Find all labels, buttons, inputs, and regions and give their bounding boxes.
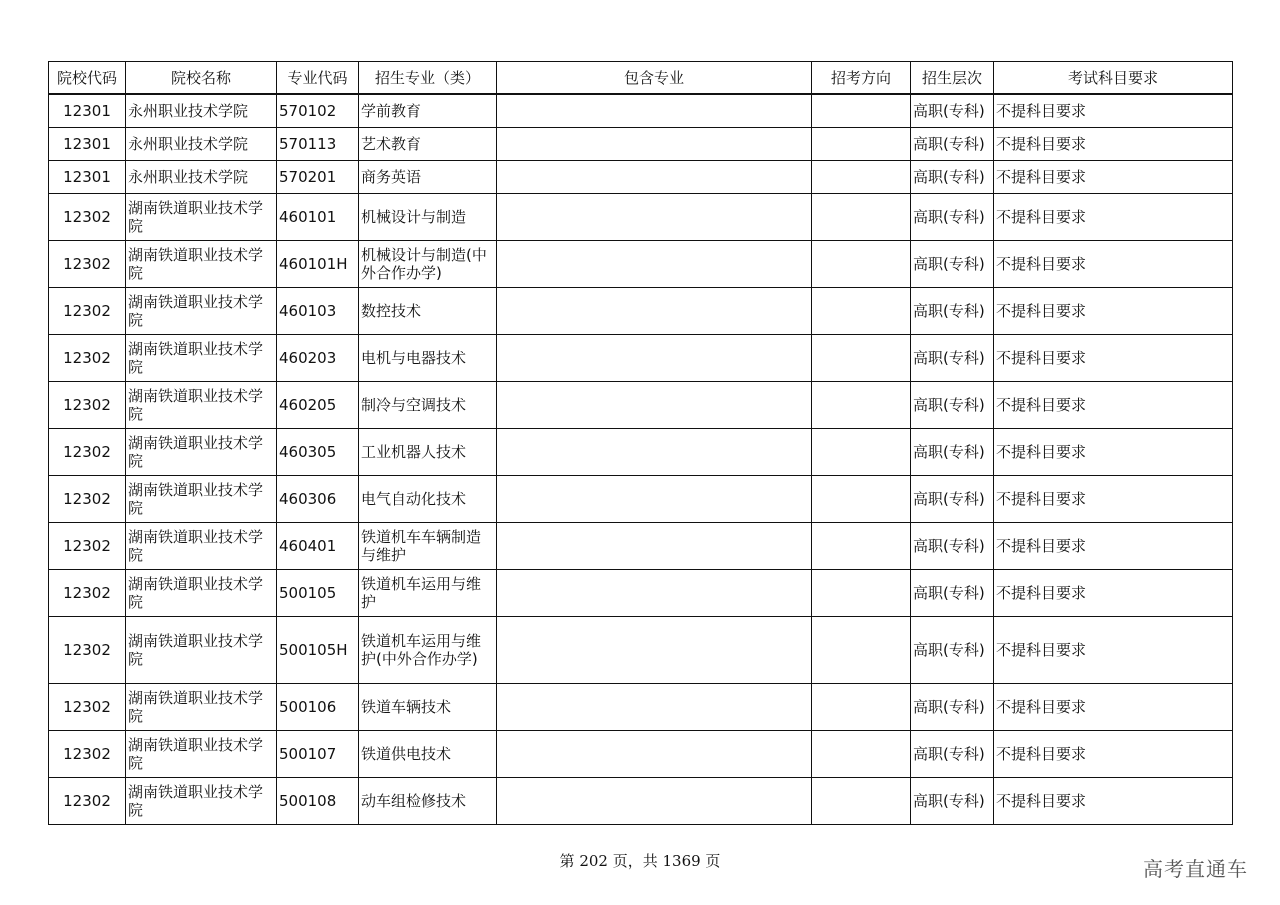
cell-direction (812, 475, 911, 522)
cell-major-code: 460101H (277, 240, 359, 287)
header-level: 招生层次 (911, 62, 994, 95)
cell-included-majors (497, 777, 812, 824)
cell-major-name: 电气自动化技术 (359, 475, 497, 522)
cell-school-name: 湖南铁道职业技术学院 (126, 777, 277, 824)
cell-direction (812, 287, 911, 334)
page-number: 第 202 页，共 1369 页 (559, 852, 721, 870)
cell-level: 高职(专科) (911, 683, 994, 730)
cell-direction (812, 160, 911, 193)
cell-level: 高职(专科) (911, 777, 994, 824)
header-major: 招生专业（类） (359, 62, 497, 95)
cell-school-code: 12302 (49, 616, 126, 683)
cell-school-name: 永州职业技术学院 (126, 127, 277, 160)
cell-subject-requirement: 不提科目要求 (994, 777, 1233, 824)
table-row (49, 240, 1233, 287)
cell-level: 高职(专科) (911, 381, 994, 428)
cell-major-code: 500105H (277, 616, 359, 683)
cell-level: 高职(专科) (911, 334, 994, 381)
cell-level: 高职(专科) (911, 475, 994, 522)
cell-major-name: 铁道供电技术 (359, 730, 497, 777)
cell-school-code: 12302 (49, 777, 126, 824)
cell-subject-requirement: 不提科目要求 (994, 193, 1233, 240)
cell-school-code: 12302 (49, 287, 126, 334)
cell-direction (812, 777, 911, 824)
table-row (49, 94, 1233, 127)
cell-school-name: 湖南铁道职业技术学院 (126, 287, 277, 334)
cell-school-code: 12301 (49, 94, 126, 127)
cell-school-code: 12302 (49, 683, 126, 730)
cell-school-name: 湖南铁道职业技术学院 (126, 683, 277, 730)
header-school-name: 院校名称 (126, 62, 277, 95)
cell-major-name: 机械设计与制造(中外合作办学) (359, 240, 497, 287)
cell-school-name: 永州职业技术学院 (126, 160, 277, 193)
cell-included-majors (497, 287, 812, 334)
cell-major-name: 铁道机车运用与维护(中外合作办学) (359, 616, 497, 683)
cell-subject-requirement: 不提科目要求 (994, 287, 1233, 334)
cell-subject-requirement: 不提科目要求 (994, 428, 1233, 475)
cell-major-name: 制冷与空调技术 (359, 381, 497, 428)
cell-included-majors (497, 334, 812, 381)
cell-direction (812, 522, 911, 569)
table-row (49, 334, 1233, 381)
cell-school-code: 12301 (49, 160, 126, 193)
cell-included-majors (497, 683, 812, 730)
table-row (49, 127, 1233, 160)
cell-school-code: 12302 (49, 428, 126, 475)
cell-included-majors (497, 240, 812, 287)
cell-included-majors (497, 616, 812, 683)
cell-included-majors (497, 730, 812, 777)
table-body (49, 94, 1233, 824)
cell-school-code: 12302 (49, 193, 126, 240)
cell-major-name: 动车组检修技术 (359, 777, 497, 824)
cell-direction (812, 381, 911, 428)
cell-major-code: 570102 (277, 94, 359, 127)
header-included-majors: 包含专业 (497, 62, 812, 95)
cell-school-code: 12301 (49, 127, 126, 160)
cell-direction (812, 428, 911, 475)
cell-level: 高职(专科) (911, 287, 994, 334)
cell-school-code: 12302 (49, 381, 126, 428)
table-row (49, 616, 1233, 683)
cell-subject-requirement: 不提科目要求 (994, 94, 1233, 127)
cell-major-code: 460306 (277, 475, 359, 522)
cell-major-code: 500106 (277, 683, 359, 730)
cell-school-code: 12302 (49, 569, 126, 616)
cell-included-majors (497, 381, 812, 428)
cell-school-name: 湖南铁道职业技术学院 (126, 381, 277, 428)
cell-direction (812, 94, 911, 127)
table-row (49, 569, 1233, 616)
table-row (49, 193, 1233, 240)
cell-level: 高职(专科) (911, 569, 994, 616)
cell-major-code: 460101 (277, 193, 359, 240)
cell-subject-requirement: 不提科目要求 (994, 569, 1233, 616)
cell-included-majors (497, 160, 812, 193)
cell-level: 高职(专科) (911, 193, 994, 240)
cell-school-name: 湖南铁道职业技术学院 (126, 569, 277, 616)
cell-major-name: 铁道机车运用与维护 (359, 569, 497, 616)
table-row (49, 475, 1233, 522)
cell-school-code: 12302 (49, 240, 126, 287)
cell-subject-requirement: 不提科目要求 (994, 334, 1233, 381)
table-row (49, 428, 1233, 475)
cell-school-name: 湖南铁道职业技术学院 (126, 616, 277, 683)
cell-major-code: 460401 (277, 522, 359, 569)
cell-subject-requirement: 不提科目要求 (994, 475, 1233, 522)
cell-major-name: 艺术教育 (359, 127, 497, 160)
cell-direction (812, 616, 911, 683)
cell-included-majors (497, 522, 812, 569)
cell-subject-requirement: 不提科目要求 (994, 381, 1233, 428)
cell-included-majors (497, 475, 812, 522)
cell-direction (812, 334, 911, 381)
cell-subject-requirement: 不提科目要求 (994, 730, 1233, 777)
cell-major-name: 铁道机车车辆制造与维护 (359, 522, 497, 569)
cell-level: 高职(专科) (911, 127, 994, 160)
cell-subject-requirement: 不提科目要求 (994, 160, 1233, 193)
table-row (49, 683, 1233, 730)
table-row (49, 730, 1233, 777)
cell-school-name: 湖南铁道职业技术学院 (126, 730, 277, 777)
cell-major-code: 460103 (277, 287, 359, 334)
cell-major-code: 460203 (277, 334, 359, 381)
cell-subject-requirement: 不提科目要求 (994, 683, 1233, 730)
cell-direction (812, 683, 911, 730)
cell-school-name: 湖南铁道职业技术学院 (126, 475, 277, 522)
cell-school-name: 永州职业技术学院 (126, 94, 277, 127)
cell-direction (812, 240, 911, 287)
cell-school-name: 湖南铁道职业技术学院 (126, 428, 277, 475)
cell-major-name: 数控技术 (359, 287, 497, 334)
cell-school-name: 湖南铁道职业技术学院 (126, 522, 277, 569)
cell-school-name: 湖南铁道职业技术学院 (126, 193, 277, 240)
cell-major-code: 570201 (277, 160, 359, 193)
cell-level: 高职(专科) (911, 428, 994, 475)
cell-major-name: 电机与电器技术 (359, 334, 497, 381)
cell-subject-requirement: 不提科目要求 (994, 127, 1233, 160)
cell-major-code: 570113 (277, 127, 359, 160)
table-row (49, 777, 1233, 824)
admissions-table (48, 61, 1233, 825)
cell-included-majors (497, 94, 812, 127)
cell-level: 高职(专科) (911, 522, 994, 569)
header-subject-requirement: 考试科目要求 (994, 62, 1233, 95)
cell-school-name: 湖南铁道职业技术学院 (126, 240, 277, 287)
cell-school-code: 12302 (49, 475, 126, 522)
cell-included-majors (497, 428, 812, 475)
cell-subject-requirement: 不提科目要求 (994, 522, 1233, 569)
cell-major-code: 500105 (277, 569, 359, 616)
cell-major-code: 460205 (277, 381, 359, 428)
cell-included-majors (497, 193, 812, 240)
table-row (49, 522, 1233, 569)
cell-direction (812, 569, 911, 616)
cell-major-name: 商务英语 (359, 160, 497, 193)
cell-subject-requirement: 不提科目要求 (994, 616, 1233, 683)
cell-school-code: 12302 (49, 334, 126, 381)
cell-major-code: 500108 (277, 777, 359, 824)
cell-major-code: 460305 (277, 428, 359, 475)
cell-level: 高职(专科) (911, 160, 994, 193)
cell-included-majors (497, 127, 812, 160)
cell-level: 高职(专科) (911, 94, 994, 127)
cell-major-name: 铁道车辆技术 (359, 683, 497, 730)
cell-level: 高职(专科) (911, 240, 994, 287)
cell-school-name: 湖南铁道职业技术学院 (126, 334, 277, 381)
cell-major-name: 机械设计与制造 (359, 193, 497, 240)
cell-major-name: 工业机器人技术 (359, 428, 497, 475)
header-row (49, 62, 1233, 95)
cell-level: 高职(专科) (911, 730, 994, 777)
cell-direction (812, 193, 911, 240)
header-direction: 招考方向 (812, 62, 911, 95)
table-row (49, 287, 1233, 334)
cell-subject-requirement: 不提科目要求 (994, 240, 1233, 287)
header-school-code: 院校代码 (49, 62, 126, 95)
cell-school-code: 12302 (49, 730, 126, 777)
table-row (49, 160, 1233, 193)
cell-direction (812, 730, 911, 777)
header-major-code: 专业代码 (277, 62, 359, 95)
cell-direction (812, 127, 911, 160)
cell-included-majors (497, 569, 812, 616)
cell-level: 高职(专科) (911, 616, 994, 683)
cell-major-name: 学前教育 (359, 94, 497, 127)
table-row (49, 381, 1233, 428)
cell-school-code: 12302 (49, 522, 126, 569)
cell-major-code: 500107 (277, 730, 359, 777)
watermark: 高考直通车 (1143, 857, 1248, 881)
